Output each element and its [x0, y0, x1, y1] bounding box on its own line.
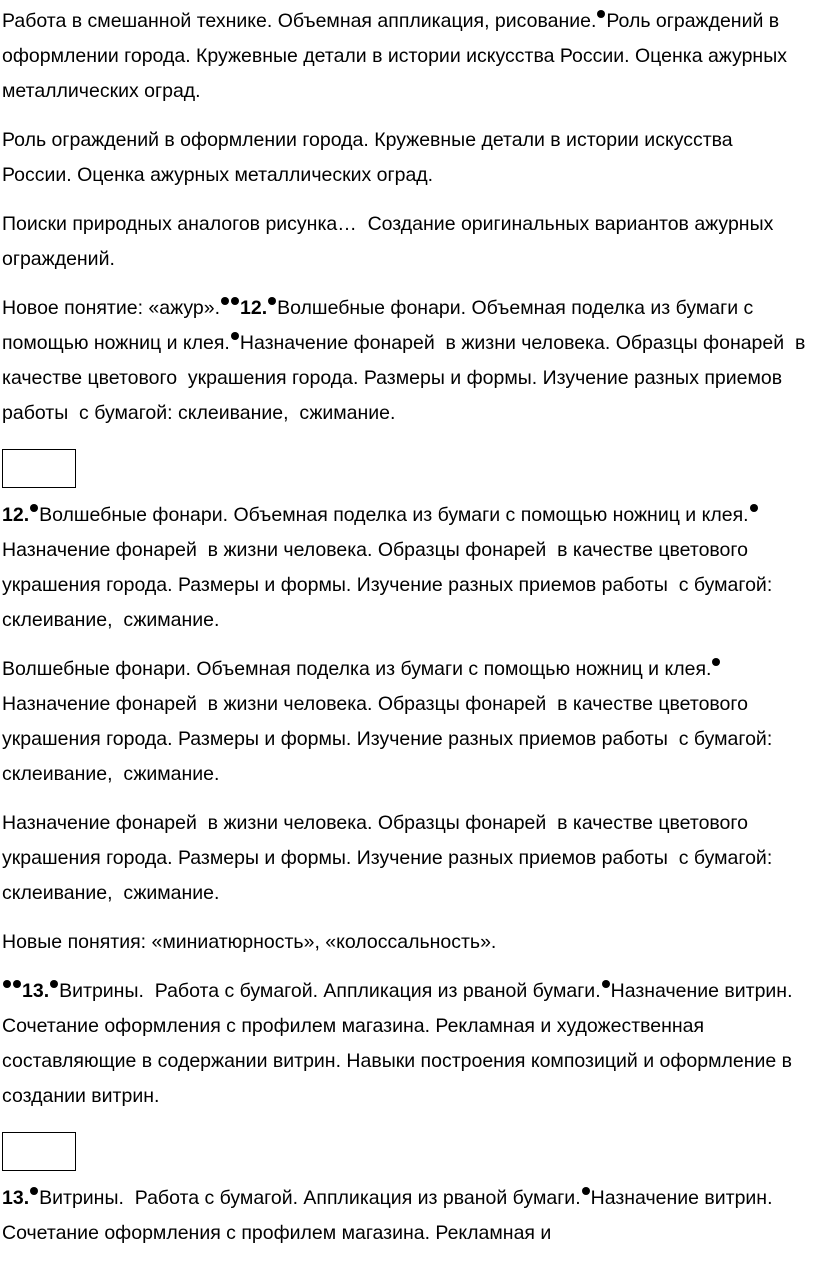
paragraph-6-text-b: Назначение фонарей в жизни человека. Образцы фонарей в качестве цветового украшения города. Размеры и формы. Изучение разных приемов работы с бумагой: склеивание, сжимание.: [2, 693, 778, 785]
item-number: 12.: [2, 504, 30, 526]
paragraph-5: [2, 498, 806, 638]
bullet-icon: [231, 332, 239, 340]
paragraph-10: [2, 1181, 806, 1251]
paragraph-1-text-a: Работа в смешанной технике. Объемная аппликация, рисование.: [2, 10, 597, 32]
paragraph-10-text-a: Витрины. Работа с бумагой. Аппликация из рваной бумаги.: [39, 1187, 581, 1209]
empty-table-cell: [2, 1132, 76, 1171]
paragraph-4-text-b: Волшебные фонари. Объемная поделка из бумаги с помощью ножниц и клея.: [2, 297, 759, 354]
paragraph-10-text-b: Назначение витрин. Сочетание оформления с профилем магазина. Рекламная и: [2, 1187, 778, 1244]
bullet-icon: [602, 980, 610, 988]
bullet-icon: [30, 1187, 38, 1195]
paragraph-9-text-b: Назначение витрин. Сочетание оформления с профилем магазина. Рекламная и художественная составляющие в содержании витрин. Навыки построения композиций и оформление в создании витрин.: [2, 980, 798, 1107]
bullet-icon: [221, 297, 229, 305]
paragraph-1-text-b: Роль ограждений в оформлении города. Кружевные детали в истории искусства России. Оценка ажурных металлических оград.: [2, 10, 793, 102]
paragraph-4: [2, 291, 811, 431]
paragraph-6-text-a: Волшебные фонари. Объемная поделка из бумаги с помощью ножниц и клея.: [2, 658, 712, 680]
paragraph-6: [2, 652, 806, 792]
paragraph-3: Поиски природных аналогов рисунка… Создание оригинальных вариантов ажурных ограждений.: [2, 213, 779, 270]
bullet-icon: [597, 10, 605, 18]
paragraph-4-text-c: Назначение фонарей в жизни человека. Образцы фонарей в качестве цветового украшения города. Размеры и формы. Изучение разных приемов работы с бумагой: склеивание, сжимание.: [2, 332, 811, 424]
item-number: 12.: [240, 297, 268, 319]
bullet-icon: [231, 297, 239, 305]
paragraph-8: Новые понятия: «миниатюрность», «колоссальность».: [2, 931, 497, 953]
paragraph-5-text-b: Назначение фонарей в жизни человека. Образцы фонарей в качестве цветового украшения города. Размеры и формы. Изучение разных приемов работы с бумагой: склеивание, сжимание.: [2, 539, 778, 631]
bullet-icon: [50, 980, 58, 988]
bullet-icon: [268, 297, 276, 305]
item-number: 13.: [22, 980, 50, 1002]
paragraph-9: [2, 974, 806, 1114]
empty-table-cell: [2, 449, 76, 488]
bullet-icon: [3, 980, 11, 988]
paragraph-1: [2, 4, 806, 109]
bullet-icon: [30, 504, 38, 512]
item-number: 13.: [2, 1187, 30, 1209]
bullet-icon: [13, 980, 21, 988]
paragraph-4-text-a: Новое понятие: «ажур».: [2, 297, 221, 319]
paragraph-9-text-a: Витрины. Работа с бумагой. Аппликация из рваной бумаги.: [59, 980, 601, 1002]
paragraph-2: Роль ограждений в оформлении города. Кружевные детали в истории искусства России. Оценка ажурных металлических оград.: [2, 129, 744, 186]
paragraph-5-text-a: Волшебные фонари. Объемная поделка из бумаги с помощью ножниц и клея.: [39, 504, 749, 526]
bullet-icon: [712, 658, 720, 666]
paragraph-7: Назначение фонарей в жизни человека. Образцы фонарей в качестве цветового украшения города. Размеры и формы. Изучение разных приемов работы с бумагой: склеивание, сжимание.: [2, 812, 778, 904]
bullet-icon: [582, 1187, 590, 1195]
bullet-icon: [750, 504, 758, 512]
